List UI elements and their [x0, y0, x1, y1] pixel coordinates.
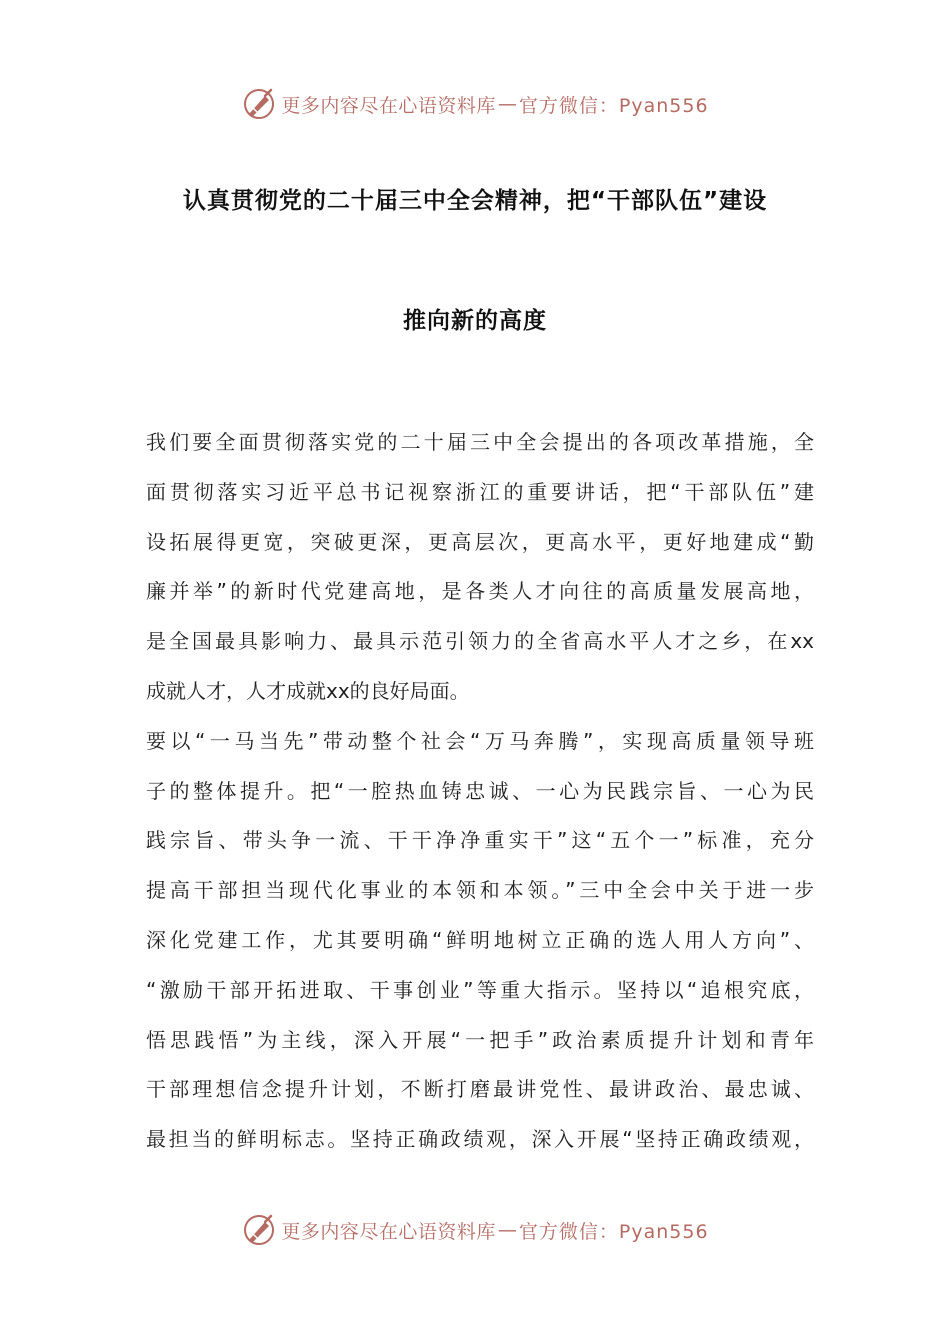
footer-banner	[0, 1208, 950, 1252]
body-line: 要以“一马当先”带动整个社会“万马奔腾”，实现高质量领导班	[146, 728, 814, 753]
header-banner	[0, 82, 950, 126]
body-line: 悟思践悟”为主线，深入开展“一把手”政治素质提升计划和青年	[146, 1027, 814, 1052]
body-line: 廉并举”的新时代党建高地，是各类人才向往的高质量发展高地，	[146, 579, 814, 604]
body-line: “激励干部开拓进取、干事创业”等重大指示。坚持以“追根究底，	[146, 977, 814, 1002]
body-line: 我们要全面贯彻落实党的二十届三中全会提出的各项改革措施，全	[146, 430, 814, 454]
document-title-line-2: 推向新的高度	[403, 308, 547, 334]
footer-site-text: 更多内容尽在心语资料库	[281, 1220, 496, 1243]
body-line: 设拓展得更宽，突破更深，更高层次，更高水平，更好地建成“勤	[146, 529, 814, 554]
body-line: 成就人才，人才成就xx的良好局面。	[146, 678, 470, 703]
header-contact-text: 官方微信：Pyan556	[518, 94, 709, 117]
body-line: 面贯彻落实习近平总书记视察浙江的重要讲话，把“干部队伍”建	[146, 479, 814, 504]
body-line: 最担当的鲜明标志。坚持正确政绩观，深入开展“坚持正确政绩观，	[146, 1127, 814, 1152]
body-line: 子的整体提升。把“一腔热血铸忠诚、一心为民践宗旨、一心为民	[146, 778, 814, 803]
body-line: 深化党建工作，尤其要明确“鲜明地树立正确的选人用人方向”、	[146, 927, 814, 952]
body-line: 提高干部担当现代化事业的本领和本领。”三中全会中关于进一步	[146, 878, 814, 903]
pen-nib-logo-icon	[241, 1212, 277, 1248]
document-body	[146, 418, 814, 1165]
footer-separator: —	[497, 1219, 517, 1241]
footer-contact-text: 官方微信：Pyan556	[518, 1220, 709, 1243]
body-line: 践宗旨、带头争一流、干干净净重实干”这“五个一”标准，充分	[146, 828, 814, 853]
body-line: 干部理想信念提升计划，不断打磨最讲党性、最讲政治、最忠诚、	[146, 1077, 814, 1102]
header-separator: —	[497, 93, 517, 115]
document-title-line-1: 认真贯彻党的二十届三中全会精神，把“干部队伍”建设	[182, 188, 768, 214]
header-site-text: 更多内容尽在心语资料库	[281, 94, 496, 117]
pen-nib-logo-icon	[241, 86, 277, 122]
body-line: 是全国最具影响力、最具示范引领力的全省高水平人才之乡，在xx	[146, 629, 814, 654]
